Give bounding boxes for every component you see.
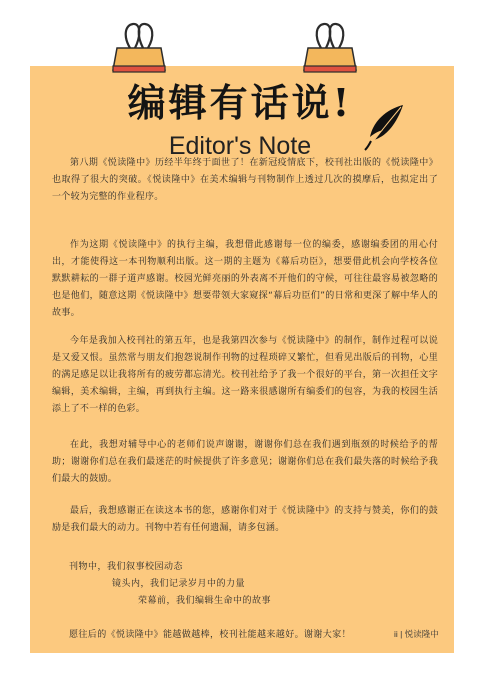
editor-note-paragraph-2 bbox=[52, 237, 438, 322]
paragraph-text: 今年是我加入校刊社的第五年，也是我第四次参与《悦读隆中》的制作，制作过程可以说是又爱又恨。虽然常与朋友们抱怨说制作刊物的过程琐碎又繁忙，但看见出版后的刊物，心里的满足感足以让我将所有的疲劳都忘清光。校刊社给予了我一个很好的平台，第一次担任文字编辑，美术编辑，主编，再到执行主编。这一路来很感谢所有编委们的包容，为我的校园生活添上了不一样的色彩。 bbox=[52, 336, 438, 414]
closing-line: 愿往后的《悦读隆中》能越做越棒，校刊社能越来越好。谢谢大家！ bbox=[69, 630, 352, 640]
editor-note-paragraph-4 bbox=[52, 437, 438, 488]
binder-clip-icon bbox=[111, 22, 167, 74]
page-subtitle: Editor's Note bbox=[168, 132, 312, 160]
editor-note-paragraph-3 bbox=[52, 333, 438, 418]
verse-line-1: 刊物中，我们叙事校园动态 bbox=[69, 562, 184, 572]
verse-line-3: 荣幕前，我们编辑生命中的故事 bbox=[138, 596, 272, 606]
verse-line-2: 镜头内，我们记录岁月中的力量 bbox=[112, 579, 246, 589]
paragraph-text: 作为这期《悦读隆中》的执行主编，我想借此感谢每一位的编委，感谢编委团的用心付出，才能使得这一本刊物顺利出版。这一期的主题为《幕后功臣》，想要借此机会向学校各位默默耕耘的一群子道声感谢。校园光鲜亮丽的外表离不开他们的守候，可往往最容易被忽略的也是他们，随意这期《悦读隆中》想要带领大家窥探“幕后功臣们”的日常和更深了解中华人的故事。 bbox=[52, 240, 438, 318]
paragraph-text: 第八期《悦读隆中》历经半年终于面世了！在新冠疫情底下，校刊社出版的《悦读隆中》也取得了很大的突破。《悦读隆中》在美术编辑与刊物制作上透过几次的摸摩后，也拟定出了一个较为完整的作业程序。 bbox=[52, 158, 438, 202]
binder-clip-icon bbox=[302, 22, 358, 74]
page-footer: ii | 悦读隆中 bbox=[394, 629, 439, 639]
feather-quill-icon bbox=[363, 103, 405, 151]
paragraph-text: 在此，我想对辅导中心的老师们说声谢谢，谢谢你们总在我们遇到瓶颈的时候给予的帮助；谢谢你们总在我们最迷茫的时候提供了许多意见；谢谢你们总在我们最失落的时候给予我们最大的鼓励。 bbox=[52, 440, 438, 484]
page-title: 编辑有话说! bbox=[127, 80, 353, 125]
paragraph-text: 最后，我想感谢正在读这本书的您，感谢你们对于《悦读隆中》的支持与赞美，你们的鼓励是我们最大的动力。刊物中若有任何遗漏，请多包涵。 bbox=[52, 506, 438, 533]
editor-note-paragraph-1 bbox=[52, 155, 438, 206]
editor-note-paragraph-5 bbox=[52, 503, 438, 537]
